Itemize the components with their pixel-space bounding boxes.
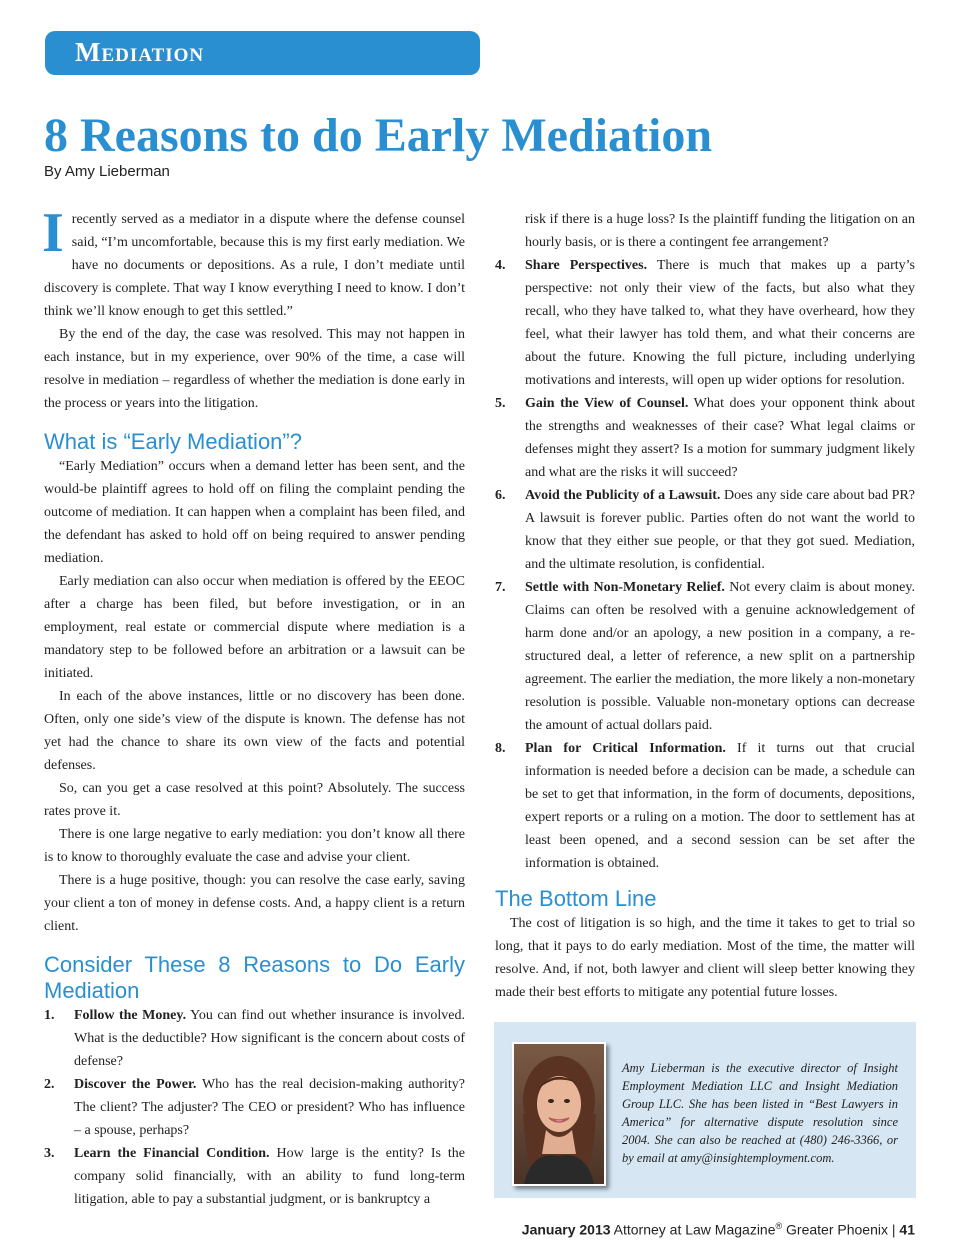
page-number: 41: [899, 1221, 915, 1238]
section-banner: [45, 31, 480, 75]
list-label: Learn the Financial Condition.: [74, 1146, 270, 1161]
subheading-bottom-line: The Bottom Line: [495, 886, 657, 911]
list-item: [495, 254, 915, 392]
subheading-eight-reasons: Consider These 8 Reasons to Do Early Mediation: [44, 952, 465, 1003]
list-item: [495, 484, 915, 576]
list-text: If it turns out that crucial information is needed before a decision can be made, a schedule can be set to get that information, in the form of documents, depositions, expert reports or a ruling on a motion. The door to settlement has at least been opened, and a second session can be set after the information is obtained.: [525, 741, 915, 871]
list-item: [44, 1073, 465, 1142]
body-paragraph: “Early Mediation” occurs when a demand letter has been sent, and the would-be plaintiff agrees to hold off on filing the complaint pending the outcome of mediation. It can happen when a complaint has been filed, and the defendant has asked to hold off on being required to answer pending mediation.: [44, 459, 465, 566]
list-label: Follow the Money.: [74, 1008, 187, 1023]
byline: By Amy Lieberman: [44, 163, 170, 180]
list-text: There is much that makes up a party’s perspective: not only their view of the facts, but also what they recall, who they have talked to, what they have overheard, how they feel, what their lawyer has told them, and what their concerns are about the future. Knowing the full picture, including underlying motivations and interests, will open up wider options for resolution.: [525, 258, 915, 388]
reasons-list-continued: [495, 208, 915, 875]
issue-date: January 2013: [521, 1221, 611, 1238]
list-number: 2.: [44, 1077, 55, 1092]
list-number: 4.: [495, 258, 506, 273]
list-label: Settle with Non-Monetary Relief.: [525, 580, 725, 595]
list-item: [495, 576, 915, 737]
list-label: Plan for Critical Information.: [525, 741, 726, 756]
list-number: 7.: [495, 580, 506, 595]
footer-separator: |: [891, 1221, 896, 1238]
body-paragraph: In each of the above instances, little or no discovery has been done. Often, only one side’s view of the dispute is known. The defense has not yet had the chance to share its own view of the facts and potential defenses.: [44, 689, 465, 773]
left-column: [42, 202, 466, 1211]
list-label: Avoid the Publicity of a Lawsuit.: [525, 488, 721, 503]
body-paragraph: By the end of the day, the case was resolved. This may not happen in each instance, but in my experience, over 90% of the time, a case will resolve in mediation – regardless of whether the mediation is done early in the process or years into the litigation.: [44, 327, 465, 411]
list-text: risk if there is a huge loss? Is the plaintiff funding the litigation on an hourly basis, or is there a contingent fee arrangement?: [525, 212, 915, 250]
list-item-continued: [495, 208, 915, 254]
body-paragraph: So, can you get a case resolved at this point? Absolutely. The success rates prove it.: [44, 781, 465, 819]
subheading-early-mediation: What is “Early Mediation”?: [44, 429, 302, 454]
author-photo: [512, 1042, 606, 1186]
list-item: [44, 1142, 465, 1211]
list-number: 6.: [495, 488, 506, 503]
page-footer: [522, 1221, 915, 1238]
list-item: [495, 737, 915, 875]
list-label: Gain the View of Counsel.: [525, 396, 689, 411]
list-label: Share Perspectives.: [525, 258, 648, 273]
list-text: You can find out whether insurance is involved. What is the deductible? How significant is the concern about costs of defense?: [74, 1008, 466, 1069]
list-number: 5.: [495, 396, 506, 411]
reasons-list: [44, 1004, 465, 1211]
body-paragraph: Early mediation can also occur when mediation is offered by the EEOC after a charge has been filed, but before investigation, or in an employment, real estate or commercial dispute where mediation is a mandatory step to be followed before an arbitration or a lawsuit can be initiated.: [44, 574, 465, 681]
drop-cap: I: [42, 202, 64, 264]
article-title: 8 Reasons to do Early Mediation: [44, 109, 713, 162]
list-text: Who has the real decision-making authority? The client? The adjuster? The CEO or president? Who has influence – a spouse, perhaps?: [74, 1077, 466, 1138]
list-text: How large is the entity? Is the company solid financially, with an ability to fund long-term litigation, able to pay a substantial judgment, or is bankruptcy a: [74, 1146, 465, 1207]
body-paragraph: There is one large negative to early mediation: you don’t know all there is to know to thoroughly evaluate the case and advise your client.: [44, 827, 465, 865]
author-bio-text: Amy Lieberman is the executive director of Insight Employment Mediation LLC and Insight Mediation Group LLC. She has been listed in “Best Lawyers in America” for alternative dispute resolution since 2004. She can also be reached at (480) 246-3366, or by email at amy@insightemployment.com.: [622, 1061, 898, 1165]
author-bio-box: [494, 1022, 916, 1198]
list-text: Does any side care about bad PR? A lawsuit is forever public. Parties often do not want the world to know that they either sue people, or that they got sued. Mediation, and the ultimate resolution, is confidential.: [525, 488, 916, 572]
list-number: 1.: [44, 1008, 55, 1023]
right-column: [495, 208, 915, 1004]
list-number: 3.: [44, 1146, 55, 1161]
intro-paragraph: Irecently served as a mediator in a dispute where the defense counsel said, “I’m uncomfortable, because this is my first early mediation. We have no documents or depositions. As a rule, I don’t mediate until discovery is complete. That way I know everything I need to know. I don’t think we’ll know enough to get this settled.”: [42, 202, 465, 319]
body-paragraph: There is a huge positive, though: you can resolve the case early, saving your client a ton of money in defense costs. And, a happy client is a return client.: [44, 873, 465, 934]
list-item: [495, 392, 915, 484]
portrait-icon: [514, 1044, 604, 1184]
section-label: Mediation: [75, 37, 205, 67]
body-paragraph: The cost of litigation is so high, and the time it takes to get to trial so long, that it pays to do early mediation. Most of the time, the matter will resolve. And, if not, both lawyer and client will sleep better knowing they made their best efforts to mitigate any potential future losses.: [495, 916, 915, 1000]
magazine-name: Attorney at Law Magazine: [613, 1221, 776, 1238]
list-number: 8.: [495, 741, 506, 756]
edition-name: Greater Phoenix: [786, 1221, 888, 1238]
list-text: What does your opponent think about the strengths and weaknesses of their case? What legal claims or defenses might they assert? Is a motion for summary judgment likely and what are the risks it will succeed?: [525, 396, 915, 480]
list-label: Discover the Power.: [74, 1077, 197, 1092]
list-text: Not every claim is about money. Claims can often be resolved with a genuine acknowledgement of harm done and/or an apology, a new position in a company, a re-structured deal, a letter of reference, a new split on a partnership agreement. The earlier the mediation, the more likely a non-monetary resolution is possible. Valuable non-monetary options can decrease the amount of actual dollars paid.: [525, 580, 915, 733]
list-item: [44, 1004, 465, 1073]
registered-mark: ®: [775, 1221, 783, 1231]
